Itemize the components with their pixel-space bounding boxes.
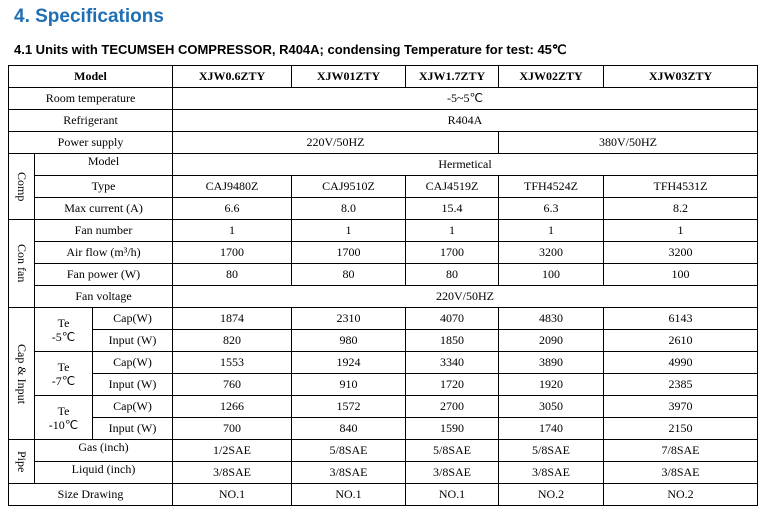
table-row xyxy=(9,88,758,110)
model-column-header: XJW02ZTY xyxy=(499,66,604,88)
table-cell: 4070 xyxy=(406,308,499,330)
table-cell: 5/8SAE xyxy=(499,440,604,462)
table-cell: 2610 xyxy=(604,330,758,352)
table-cell: 80 xyxy=(173,264,292,286)
table-cell: 1/2SAE xyxy=(173,440,292,462)
row-label: Model xyxy=(35,151,173,173)
table-cell: 3200 xyxy=(499,242,604,264)
table-cell: 1850 xyxy=(406,330,499,352)
comp-group-label: Comp xyxy=(9,154,35,220)
cap-input-group-label: Cap & Input xyxy=(9,308,35,440)
table-cell: 1720 xyxy=(406,374,499,396)
table-row xyxy=(9,396,758,418)
table-cell: 2090 xyxy=(499,330,604,352)
row-label: Power supply xyxy=(9,132,173,154)
fan-voltage-value: 220V/50HZ xyxy=(173,286,758,308)
table-cell: NO.2 xyxy=(604,484,758,506)
power-supply-value: 220V/50HZ xyxy=(173,132,499,154)
table-cell: 4990 xyxy=(604,352,758,374)
table-cell: 5/8SAE xyxy=(406,440,499,462)
model-column-header: XJW03ZTY xyxy=(604,66,758,88)
table-cell: 3/8SAE xyxy=(173,462,292,484)
table-cell: TFH4531Z xyxy=(604,176,758,198)
te-label: Te xyxy=(57,403,70,418)
table-row xyxy=(9,154,758,176)
table-cell: 2700 xyxy=(406,396,499,418)
table-cell: 3200 xyxy=(604,242,758,264)
header-row xyxy=(9,66,758,88)
table-cell: 5/8SAE xyxy=(292,440,406,462)
comp-model-value: Hermetical xyxy=(173,154,758,176)
table-cell: 3/8SAE xyxy=(292,462,406,484)
table-row xyxy=(9,264,758,286)
table-cell: NO.1 xyxy=(173,484,292,506)
table-row xyxy=(9,220,758,242)
table-row xyxy=(9,462,758,484)
table-cell: 3050 xyxy=(499,396,604,418)
row-label: Cap(W) xyxy=(93,308,173,330)
table-row xyxy=(9,198,758,220)
row-label: Input (W) xyxy=(93,418,173,440)
table-cell: 15.4 xyxy=(406,198,499,220)
te-cell xyxy=(35,396,93,440)
table-cell: CAJ9480Z xyxy=(173,176,292,198)
te-cell xyxy=(35,308,93,352)
table-row xyxy=(9,286,758,308)
room-temperature-value: -5~5℃ xyxy=(173,88,758,110)
table-cell: 1924 xyxy=(292,352,406,374)
table-cell: 3340 xyxy=(406,352,499,374)
pipe-group-label: Pipe xyxy=(9,440,35,484)
row-label: Type xyxy=(35,176,173,198)
table-cell: 1553 xyxy=(173,352,292,374)
table-cell: 1700 xyxy=(173,242,292,264)
table-cell: 1572 xyxy=(292,396,406,418)
row-label: Room temperature xyxy=(9,88,173,110)
table-cell: 1700 xyxy=(406,242,499,264)
table-cell: CAJ9510Z xyxy=(292,176,406,198)
table-cell: 1590 xyxy=(406,418,499,440)
row-label: Cap(W) xyxy=(93,352,173,374)
model-column-header: XJW1.7ZTY xyxy=(406,66,499,88)
table-cell: 820 xyxy=(173,330,292,352)
table-cell: 1 xyxy=(499,220,604,242)
refrigerant-value: R404A xyxy=(173,110,758,132)
table-cell: 3/8SAE xyxy=(406,462,499,484)
row-label: Fan power (W) xyxy=(35,264,173,286)
table-cell: 3970 xyxy=(604,396,758,418)
row-label: Size Drawing xyxy=(9,484,173,506)
con-fan-group-label: Con fan xyxy=(9,220,35,308)
table-cell: 2310 xyxy=(292,308,406,330)
table-cell: 1266 xyxy=(173,396,292,418)
table-cell: 760 xyxy=(173,374,292,396)
table-cell: 980 xyxy=(292,330,406,352)
table-row xyxy=(9,330,758,352)
row-label: Cap(W) xyxy=(93,396,173,418)
section-subtitle: 4.1 Units with TECUMSEH COMPRESSOR, R404A; condensing Temperature for test: 45℃ xyxy=(14,42,567,57)
table-row xyxy=(9,176,758,198)
table-cell: 1 xyxy=(604,220,758,242)
te-value: -10℃ xyxy=(48,417,79,432)
table-row xyxy=(9,110,758,132)
table-cell: 100 xyxy=(604,264,758,286)
te-value: -7℃ xyxy=(51,373,76,388)
table-cell: 4830 xyxy=(499,308,604,330)
page-title: 4. Specifications xyxy=(14,6,164,27)
table-row xyxy=(9,484,758,506)
table-cell: 1 xyxy=(406,220,499,242)
model-header: Model xyxy=(9,66,173,88)
table-cell: 840 xyxy=(292,418,406,440)
table-cell: 3890 xyxy=(499,352,604,374)
table-cell: NO.1 xyxy=(292,484,406,506)
row-label: Fan number xyxy=(35,220,173,242)
table-cell: 1 xyxy=(173,220,292,242)
table-cell: NO.2 xyxy=(499,484,604,506)
table-cell: 80 xyxy=(292,264,406,286)
table-cell: 8.2 xyxy=(604,198,758,220)
row-label: Max current (A) xyxy=(35,198,173,220)
table-cell: 7/8SAE xyxy=(604,440,758,462)
row-label: Fan voltage xyxy=(35,286,173,308)
te-label: Te xyxy=(57,359,70,374)
model-column-header: XJW0.6ZTY xyxy=(173,66,292,88)
table-row xyxy=(9,242,758,264)
row-label: Air flow (m³/h) xyxy=(35,242,173,264)
table-cell: 2150 xyxy=(604,418,758,440)
te-label: Te xyxy=(57,315,70,330)
table-cell: 1740 xyxy=(499,418,604,440)
table-cell: 80 xyxy=(406,264,499,286)
table-cell: 6143 xyxy=(604,308,758,330)
table-cell: 8.0 xyxy=(292,198,406,220)
table-cell: 6.6 xyxy=(173,198,292,220)
te-value: -5℃ xyxy=(51,329,76,344)
row-label: Gas (inch) xyxy=(35,437,173,459)
table-cell: 1874 xyxy=(173,308,292,330)
specifications-table xyxy=(8,65,758,506)
row-label: Input (W) xyxy=(93,374,173,396)
table-cell: NO.1 xyxy=(406,484,499,506)
table-cell: 6.3 xyxy=(499,198,604,220)
table-cell: 1920 xyxy=(499,374,604,396)
model-column-header: XJW01ZTY xyxy=(292,66,406,88)
row-label: Liquid (inch) xyxy=(35,459,173,481)
table-cell: 2385 xyxy=(604,374,758,396)
table-cell: CAJ4519Z xyxy=(406,176,499,198)
table-cell: TFH4524Z xyxy=(499,176,604,198)
table-cell: 1 xyxy=(292,220,406,242)
power-supply-value: 380V/50HZ xyxy=(499,132,758,154)
te-cell xyxy=(35,352,93,396)
table-cell: 3/8SAE xyxy=(499,462,604,484)
row-label: Input (W) xyxy=(93,330,173,352)
table-cell: 910 xyxy=(292,374,406,396)
table-row xyxy=(9,352,758,374)
table-row xyxy=(9,308,758,330)
table-cell: 700 xyxy=(173,418,292,440)
row-label: Refrigerant xyxy=(9,110,173,132)
table-cell: 3/8SAE xyxy=(604,462,758,484)
table-row xyxy=(9,374,758,396)
table-cell: 1700 xyxy=(292,242,406,264)
table-cell: 100 xyxy=(499,264,604,286)
